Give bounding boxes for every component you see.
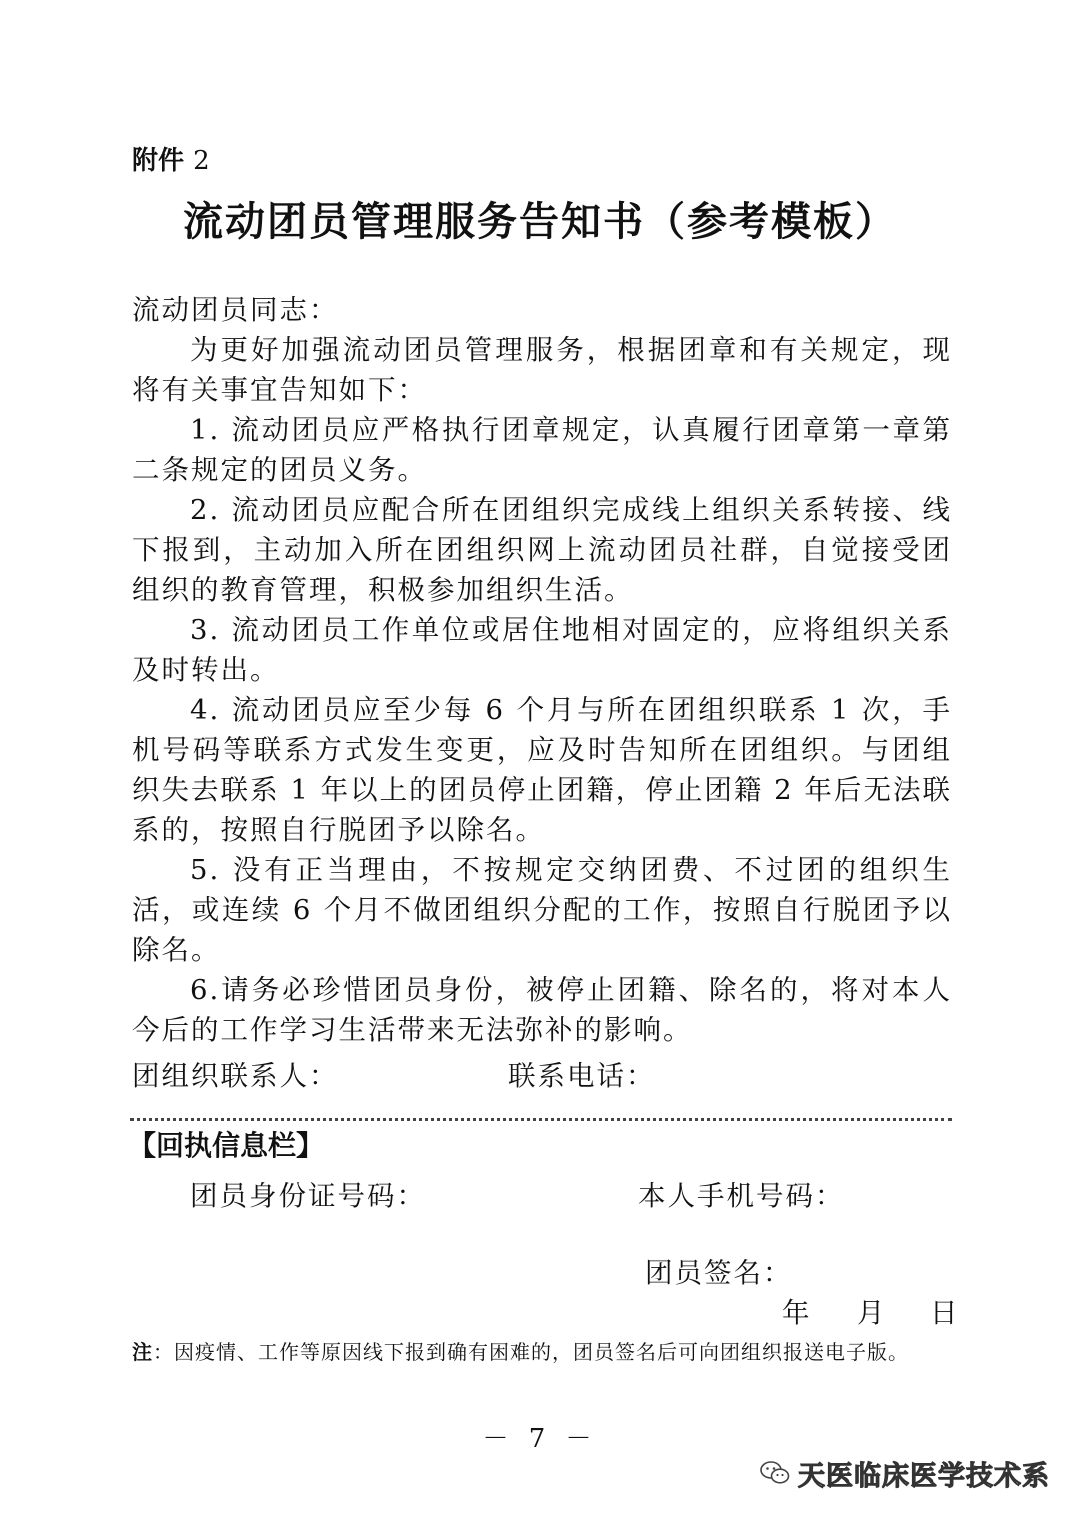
wechat-icon [760,1460,790,1486]
note-label: 注 [132,1340,153,1364]
mobile-number-label: 本人手机号码： [638,1180,845,1212]
page-number: － 7 － [482,1424,598,1454]
receipt-section-header: 【回执信息栏】 [128,1129,325,1162]
footnote [132,1336,909,1365]
date-year: 年 [782,1297,810,1329]
paragraph-item-1: 1. 流动团员应严格执行团章规定，认真履行团章第一章第二条规定的团员义务。 [132,414,952,486]
watermark-text: 天医临床医学技术系 [798,1460,1050,1492]
cut-line-divider [130,1118,952,1121]
notice-body [132,290,952,1050]
id-number-label: 团员身份证号码： [190,1180,426,1212]
paragraph-item-2: 2. 流动团员应配合所在团组织完成线上组织关系转接、线下报到，主动加入所在团组织网上流动团员社群，自觉接受团组织的教育管理，积极参加组织生活。 [132,494,952,606]
paragraph-item-4: 4. 流动团员应至少每 6 个月与所在团组织联系 1 次，手机号码等联系方式发生变更，应及时告知所在团组织。与团组织失去联系 1 年以上的团员停止团籍，停止团籍 2 年后无法联系的，按照自行脱团予以除名。 [132,694,952,846]
attachment-number: 2 [193,146,210,176]
date-month: 月 [857,1297,885,1329]
paragraph-item-6: 6.请务必珍惜团员身份，被停止团籍、除名的，将对本人今后的工作学习生活带来无法弥补的影响。 [132,974,952,1046]
paragraph-item-3: 3. 流动团员工作单位或居住地相对固定的，应将组织关系及时转出。 [132,614,952,686]
document-title: 流动团员管理服务告知书（参考模板） [183,199,897,245]
attachment-label: 附件 2 [132,146,210,176]
paragraph-intro: 为更好加强流动团员管理服务，根据团章和有关规定，现将有关事宜告知如下： [132,334,952,406]
date-day: 日 [930,1297,958,1329]
paragraph-item-5: 5. 没有正当理由，不按规定交纳团费、不过团的组织生活，或连续 6 个月不做团组织分配的工作，按照自行脱团予以除名。 [132,854,952,966]
salutation: 流动团员同志： [132,294,339,326]
signature-label: 团员签名： [645,1257,793,1289]
watermark [760,1458,1050,1492]
note-text: ：因疫情、工作等原因线下报到确有困难的，团员签名后可向团组织报送电子版。 [153,1340,909,1364]
org-contact-label: 团组织联系人： [132,1060,339,1092]
contact-phone-label: 联系电话： [508,1060,656,1092]
